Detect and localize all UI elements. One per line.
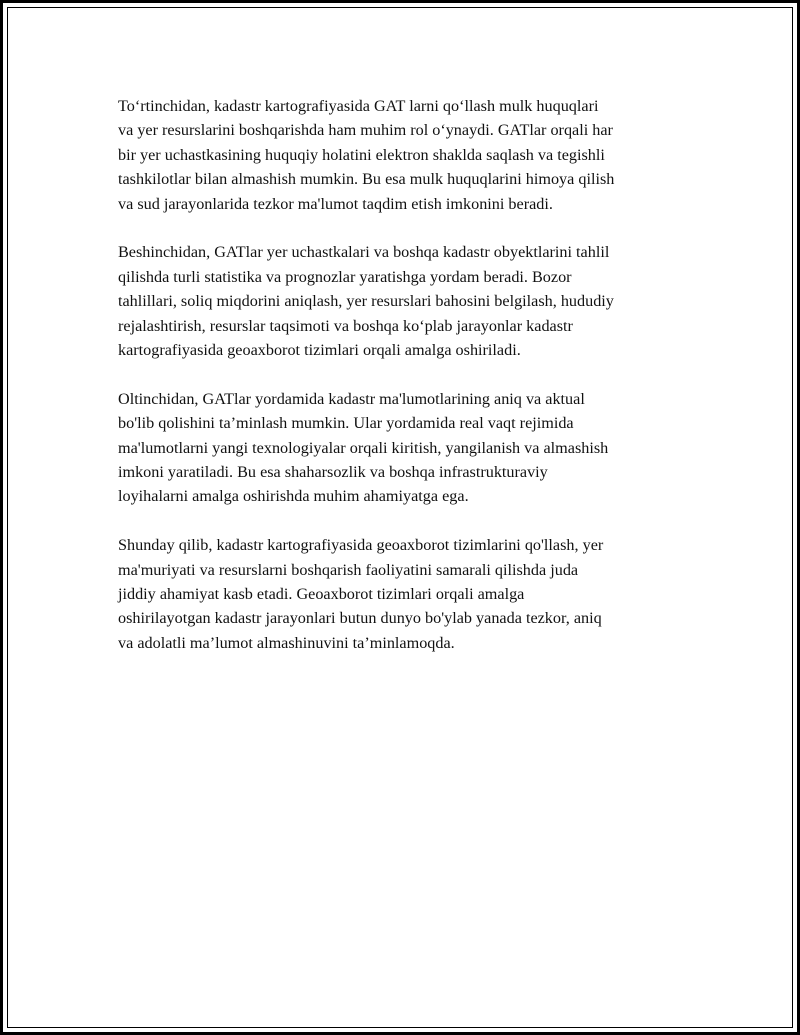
text-line: loyihalarni amalga oshirishda muhim ahamiyatga ega. (118, 487, 469, 506)
text-line: rejalashtirish, resurslar taqsimoti va boshqa ko‘plab jarayonlar kadastr (118, 316, 573, 335)
text-line: va sud jarayonlarida tezkor ma'lumot taqdim etish imkonini beradi. (118, 194, 553, 213)
text-line: ma'muriyati va resurslarni boshqarish faoliyatini samarali qilishda juda (118, 560, 579, 579)
text-line: imkoni yaratiladi. Bu esa shaharsozlik va boshqa infrastrukturaviy (118, 463, 548, 482)
text-line: Shunday qilib, kadastr kartografiyasida geoaxborot tizimlarini qo'llash, yer (118, 536, 604, 555)
paragraph-3 (118, 387, 688, 509)
document-body (118, 94, 688, 680)
paragraph-1 (118, 94, 688, 216)
text-line: Beshinchidan, GATlar yer uchastkalari va boshqa kadastr obyektlarini tahlil (118, 243, 610, 262)
text-line: Oltinchidan, GATlar yordamida kadastr ma'lumotlarining aniq va aktual (118, 389, 585, 408)
text-line: To‘rtinchidan, kadastr kartografiyasida GAT larni qo‘llash mulk huquqlari (118, 97, 599, 115)
text-line: bir yer uchastkasining huquqiy holatini elektron shaklda saqlash va tegishli (118, 145, 605, 164)
text-line: va adolatli ma’lumot almashinuvini ta’minlamoqda. (118, 633, 455, 652)
text-line: jiddiy ahamiyat kasb etadi. Geoaxborot tizimlari orqali amalga (118, 585, 525, 604)
paragraph-2 (118, 240, 688, 362)
text-line: bo'lib qolishini ta’minlash mumkin. Ular yordamida real vaqt rejimida (118, 414, 574, 433)
text-line: tashkilotlar bilan almashish mumkin. Bu esa mulk huquqlarini himoya qilish (118, 170, 615, 189)
text-line: oshirilayotgan kadastr jarayonlari butun dunyo bo'ylab yanada tezkor, aniq (118, 609, 602, 628)
text-line: va yer resurslarini boshqarishda ham muhim rol o‘ynaydi. GATlar orqali har (118, 121, 613, 140)
text-line: kartografiyasida geoaxborot tizimlari orqali amalga oshiriladi. (118, 341, 521, 360)
paragraph-4 (118, 533, 688, 655)
text-line: qilishda turli statistika va prognozlar yaratishga yordam beradi. Bozor (118, 267, 572, 286)
text-line: ma'lumotlarni yangi texnologiyalar orqali kiritish, yangilanish va almashish (118, 438, 609, 457)
text-line: tahlillari, soliq miqdorini aniqlash, yer resurslari bahosini belgilash, hududiy (118, 292, 614, 311)
